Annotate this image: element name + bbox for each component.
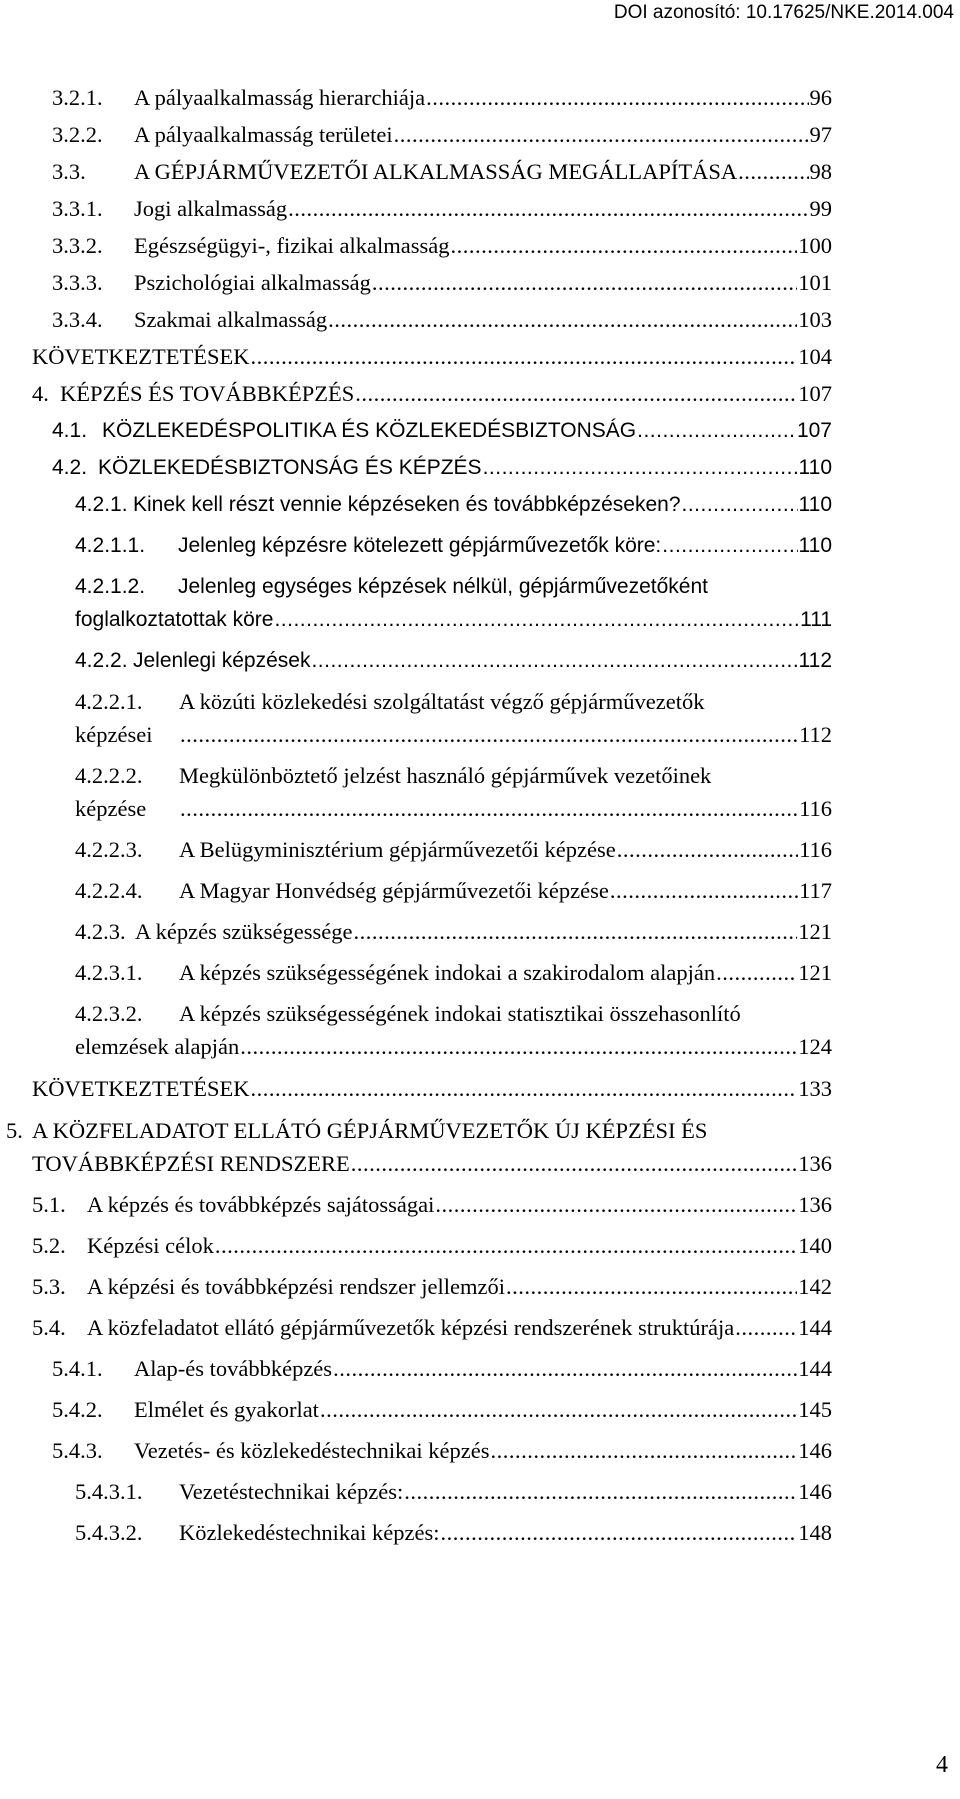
toc-number: 3.2.1. bbox=[52, 85, 103, 110]
toc-entry[interactable] bbox=[32, 340, 832, 374]
toc-title: Alap-és továbbképzés bbox=[134, 1356, 333, 1381]
toc-number: 5.1. bbox=[32, 1192, 66, 1217]
toc-entry[interactable] bbox=[52, 414, 832, 448]
toc-page: 107 bbox=[798, 381, 832, 406]
toc-entry[interactable] bbox=[32, 1229, 832, 1263]
toc-number: 4.2.1.1. bbox=[75, 534, 146, 557]
toc-leader bbox=[735, 1311, 797, 1345]
toc-title-continued: TOVÁBBKÉPZÉSI RENDSZERE bbox=[32, 1151, 350, 1176]
toc-number: 4.2.2.2. bbox=[75, 763, 143, 788]
toc-number: 5. bbox=[6, 1118, 23, 1143]
toc-number: 3.2.2. bbox=[52, 122, 103, 147]
toc-number: 5.4.1. bbox=[52, 1356, 103, 1381]
toc-leader bbox=[180, 792, 798, 826]
toc-entry[interactable] bbox=[75, 488, 832, 522]
toc-title: Vezetés- és közlekedéstechnikai képzés bbox=[134, 1438, 490, 1463]
toc-entry[interactable] bbox=[52, 303, 832, 337]
toc-leader bbox=[637, 414, 796, 448]
toc-title: A képzés és továbbképzés sajátosságai bbox=[87, 1192, 435, 1217]
toc-entry[interactable] bbox=[75, 874, 832, 908]
toc-title: A közfeladatot ellátó gépjárművezetők képzési rendszerének struktúrája bbox=[87, 1315, 735, 1340]
toc-number: 4.2.2.3. bbox=[75, 837, 143, 862]
toc-page: 112 bbox=[798, 649, 832, 672]
toc-title: A képzés szükségessége bbox=[135, 919, 353, 944]
toc-leader bbox=[435, 1188, 797, 1222]
toc-page: 116 bbox=[799, 837, 832, 862]
toc-leader bbox=[610, 874, 798, 908]
toc-page: 136 bbox=[798, 1192, 832, 1217]
toc-title: Elmélet és gyakorlat bbox=[134, 1397, 319, 1422]
toc-page: 112 bbox=[799, 722, 832, 747]
toc-entry[interactable] bbox=[52, 229, 832, 263]
toc-page: 117 bbox=[799, 878, 832, 903]
toc-number: 4.2.2.4. bbox=[75, 878, 143, 903]
toc-entry-heading bbox=[75, 759, 711, 793]
toc-page: 107 bbox=[796, 419, 832, 442]
toc-entry[interactable] bbox=[32, 1270, 832, 1304]
toc-entry[interactable] bbox=[32, 1188, 832, 1222]
toc-leader bbox=[274, 603, 799, 637]
toc-number: 3.3.1. bbox=[52, 196, 103, 221]
toc-page: 101 bbox=[798, 270, 832, 295]
toc-leader bbox=[451, 229, 798, 263]
toc-leader bbox=[426, 81, 808, 115]
toc-number: 4.2.3.2. bbox=[75, 1001, 143, 1026]
toc-entry[interactable] bbox=[52, 1434, 832, 1468]
toc-entry[interactable] bbox=[32, 1311, 832, 1345]
toc-page: 145 bbox=[798, 1397, 832, 1422]
toc-title-continued: foglalkoztatottak köre bbox=[75, 608, 274, 631]
toc-number: 4.2.3. bbox=[75, 919, 126, 944]
toc-leader bbox=[328, 303, 797, 337]
toc-number: 5.4.3.1. bbox=[75, 1479, 143, 1504]
toc-title: Megkülönböztető jelzést használó gépjárművek vezetőinek bbox=[179, 763, 712, 788]
toc-leader bbox=[372, 266, 797, 300]
toc-title: KÖZLEKEDÉSBIZTONSÁG ÉS KÉPZÉS bbox=[98, 456, 482, 479]
toc-entry-heading bbox=[75, 997, 741, 1031]
toc-page: 100 bbox=[798, 233, 832, 258]
toc-title: A Belügyminisztérium gépjárművezetői képzése bbox=[179, 837, 616, 862]
toc-title: A pályaalkalmasság területei bbox=[134, 122, 393, 147]
toc-number: 5.2. bbox=[32, 1233, 66, 1258]
toc-entry-heading bbox=[6, 1114, 707, 1148]
toc-title: A képzés szükségességének indokai a szakirodalom alapján bbox=[179, 960, 716, 985]
doi-identifier: DOI azonosító: 10.17625/NKE.2014.004 bbox=[613, 2, 954, 23]
toc-number: 3.3.4. bbox=[52, 307, 103, 332]
toc-entry[interactable] bbox=[32, 1147, 832, 1181]
toc-leader bbox=[617, 833, 798, 867]
toc-title: A Magyar Honvédség gépjárművezetői képzése bbox=[179, 878, 609, 903]
toc-leader bbox=[250, 1072, 797, 1106]
toc-leader bbox=[180, 718, 798, 752]
toc-leader bbox=[250, 340, 797, 374]
toc-title: A közúti közlekedési szolgáltatást végző gépjárművezetők bbox=[179, 689, 705, 714]
toc-leader bbox=[333, 1352, 797, 1386]
toc-title: Jogi alkalmasság bbox=[134, 196, 288, 221]
toc-entry[interactable] bbox=[75, 915, 832, 949]
toc-number: 4.2. bbox=[52, 456, 88, 479]
toc-page: 146 bbox=[798, 1438, 832, 1463]
toc-entry[interactable] bbox=[32, 1072, 832, 1106]
toc-leader bbox=[351, 1147, 798, 1181]
toc-leader bbox=[441, 1516, 798, 1550]
toc-page: 136 bbox=[798, 1151, 832, 1176]
toc-leader bbox=[288, 192, 808, 226]
toc-entry[interactable] bbox=[75, 603, 832, 637]
toc-entry[interactable] bbox=[32, 377, 832, 411]
toc-entry[interactable] bbox=[52, 81, 832, 115]
toc-number: 4.1. bbox=[52, 419, 88, 442]
toc-entry[interactable] bbox=[52, 155, 832, 189]
toc-title: Szakmai alkalmasság bbox=[134, 307, 328, 332]
toc-page: 110 bbox=[798, 456, 832, 479]
toc-page: 146 bbox=[798, 1479, 832, 1504]
toc-entry[interactable] bbox=[75, 1030, 832, 1064]
toc-page: 140 bbox=[798, 1233, 832, 1258]
toc-entry[interactable] bbox=[75, 644, 832, 678]
toc-entry[interactable] bbox=[52, 192, 832, 226]
toc-leader bbox=[738, 155, 808, 189]
toc-number: 4.2.1. bbox=[75, 493, 128, 516]
toc-title: Képzési célok bbox=[87, 1233, 214, 1258]
toc-entry[interactable] bbox=[75, 1475, 832, 1509]
toc-title: Vezetéstechnikai képzés: bbox=[179, 1479, 404, 1504]
toc-entry[interactable] bbox=[52, 1393, 832, 1427]
toc-leader bbox=[215, 1229, 797, 1263]
toc-page: 111 bbox=[800, 608, 832, 631]
toc-title: Jelenlegi képzések bbox=[133, 649, 311, 672]
toc-title: Pszichológiai alkalmasság bbox=[134, 270, 371, 295]
toc-entry[interactable] bbox=[75, 718, 832, 752]
toc-title: A képzési és továbbképzési rendszer jellemzői bbox=[87, 1274, 505, 1299]
toc-entry[interactable] bbox=[75, 956, 832, 990]
toc-page: 121 bbox=[798, 919, 832, 944]
toc-page: 96 bbox=[809, 85, 832, 110]
toc-number: 5.4.3.2. bbox=[75, 1520, 143, 1545]
toc-entry[interactable] bbox=[52, 266, 832, 300]
toc-leader bbox=[353, 915, 797, 949]
toc-leader bbox=[490, 1434, 797, 1468]
toc-entry[interactable] bbox=[52, 118, 832, 152]
toc-entry[interactable] bbox=[75, 833, 832, 867]
toc-number: 3.3. bbox=[52, 159, 86, 184]
toc-number: 3.3.2. bbox=[52, 233, 103, 258]
toc-leader bbox=[682, 488, 798, 522]
toc-number: 4.2.2.1. bbox=[75, 689, 143, 714]
toc-leader bbox=[394, 118, 809, 152]
toc-leader bbox=[483, 451, 798, 485]
toc-title: KÖVETKEZTETÉSEK bbox=[32, 344, 250, 369]
toc-page: 116 bbox=[799, 796, 832, 821]
toc-leader bbox=[355, 377, 797, 411]
toc-page: 99 bbox=[809, 196, 832, 221]
toc-leader bbox=[320, 1393, 797, 1427]
toc-number: 4. bbox=[32, 381, 49, 406]
toc-leader bbox=[716, 956, 797, 990]
toc-title: A képzés szükségességének indokai statisztikai összehasonlító bbox=[179, 1001, 741, 1026]
toc-title-continued: elemzések alapján bbox=[75, 1034, 240, 1059]
toc-leader bbox=[404, 1475, 797, 1509]
toc-number: 5.4.3. bbox=[52, 1438, 103, 1463]
toc-entry[interactable] bbox=[75, 792, 832, 826]
toc-title: A GÉPJÁRMŰVEZETŐI ALKALMASSÁG MEGÁLLAPÍTÁSA bbox=[134, 159, 738, 184]
toc-number: 4.2.3.1. bbox=[75, 960, 143, 985]
toc-entry[interactable] bbox=[52, 1352, 832, 1386]
toc-title: Egészségügyi-, fizikai alkalmasság bbox=[134, 233, 450, 258]
toc-number: 4.2.2. bbox=[75, 649, 128, 672]
toc-leader bbox=[662, 529, 797, 563]
toc-number: 5.3. bbox=[32, 1274, 66, 1299]
toc-number: 5.4.2. bbox=[52, 1397, 103, 1422]
toc-title: A KÖZFELADATOT ELLÁTÓ GÉPJÁRMŰVEZETŐK ÚJ KÉPZÉSI ÉS bbox=[32, 1118, 708, 1143]
toc-leader bbox=[311, 644, 797, 678]
toc-title: KÖVETKEZTETÉSEK bbox=[32, 1076, 250, 1101]
toc-entry[interactable] bbox=[75, 529, 832, 563]
toc-leader bbox=[240, 1030, 797, 1064]
toc-entry[interactable] bbox=[52, 451, 832, 485]
toc-page: 133 bbox=[798, 1076, 832, 1101]
toc-title: KÉPZÉS ÉS TOVÁBBKÉPZÉS bbox=[60, 381, 355, 406]
toc-page: 144 bbox=[798, 1315, 832, 1340]
toc-title: Jelenleg képzésre kötelezett gépjárművezetők köre: bbox=[178, 534, 662, 557]
toc-page: 148 bbox=[798, 1520, 832, 1545]
toc-page: 104 bbox=[798, 344, 832, 369]
toc-number: 3.3.3. bbox=[52, 270, 103, 295]
toc-entry-heading bbox=[75, 570, 708, 604]
toc-page: 103 bbox=[798, 307, 832, 332]
page-number: 4 bbox=[936, 1752, 948, 1778]
toc-title: Közlekedéstechnikai képzés: bbox=[179, 1520, 440, 1545]
toc-leader bbox=[506, 1270, 797, 1304]
toc-title: KÖZLEKEDÉSPOLITIKA ÉS KÖZLEKEDÉSBIZTONSÁG bbox=[102, 419, 637, 442]
toc-title-continued: képzése bbox=[75, 796, 147, 821]
toc-page: 124 bbox=[798, 1034, 832, 1059]
toc-page: 121 bbox=[798, 960, 832, 985]
toc-title: A pályaalkalmasság hierarchiája bbox=[134, 85, 426, 110]
toc-number: 5.4. bbox=[32, 1315, 66, 1340]
toc-entry[interactable] bbox=[75, 1516, 832, 1550]
toc-page: 97 bbox=[809, 122, 832, 147]
toc-number: 4.2.1.2. bbox=[75, 575, 146, 598]
toc-page: 144 bbox=[798, 1356, 832, 1381]
toc-title: Jelenleg egységes képzések nélkül, gépjárművezetőként bbox=[178, 575, 708, 598]
toc-page: 142 bbox=[798, 1274, 832, 1299]
toc-page: 110 bbox=[798, 534, 832, 557]
toc-title-continued: képzései bbox=[75, 722, 153, 747]
toc-page: 98 bbox=[809, 159, 832, 184]
toc-page: 110 bbox=[798, 493, 832, 516]
toc-entry-heading bbox=[75, 685, 704, 719]
toc-title: Kinek kell részt vennie képzéseken és továbbképzéseken? bbox=[133, 493, 681, 516]
